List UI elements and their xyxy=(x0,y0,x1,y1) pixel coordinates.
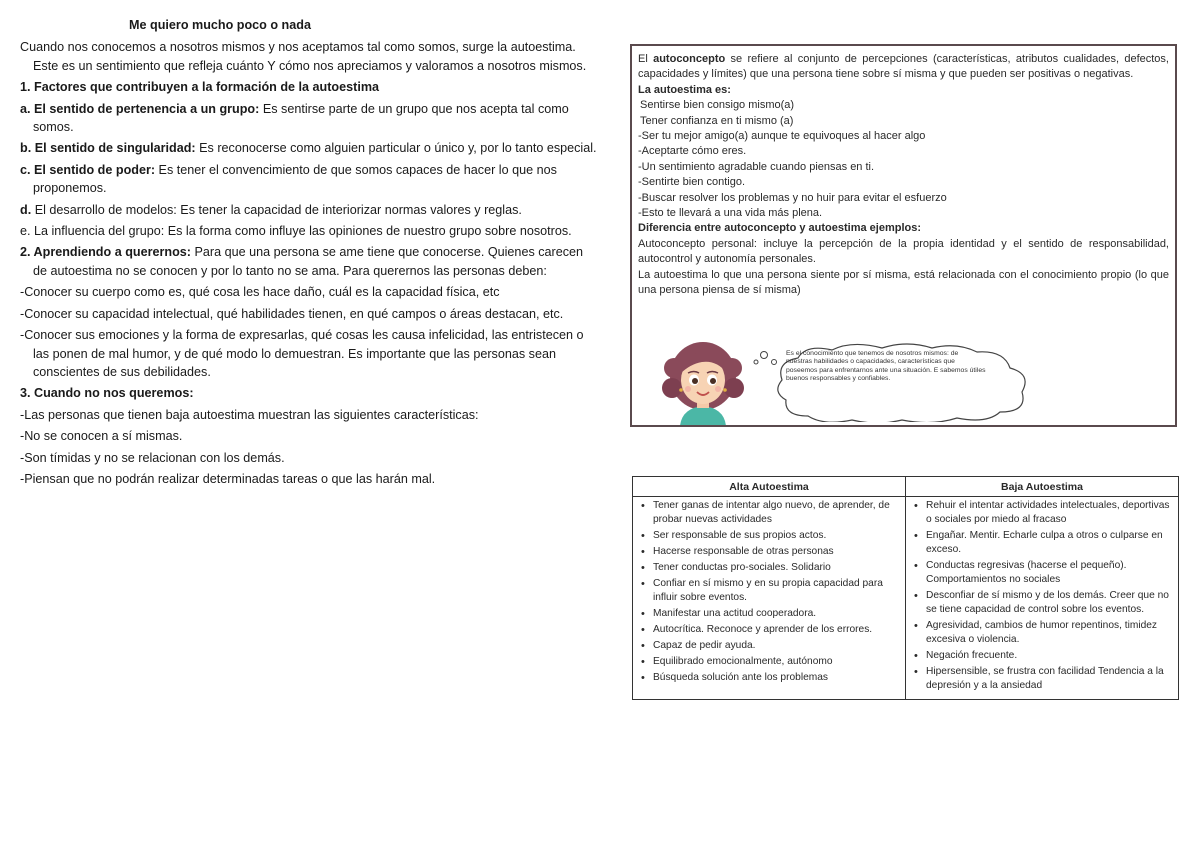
list-item: -Conocer sus emociones y la forma de expresarlas, qué cosas les causa infelicidad, las entristecen o las ponen de mal humor, y de qué modo lo demuestran. Es importante que las personas sean conscientes de sus debilidades. xyxy=(20,328,584,379)
list-item: • Rehuir el intentar actividades intelectuales, deportivas o sociales por miedo al fracaso xyxy=(912,499,1174,527)
list-item: • Ser responsable de sus propios actos. xyxy=(639,529,901,543)
autoestima-item: -Un sentimiento agradable cuando piensas en ti. xyxy=(638,160,875,173)
autoestima-item: Tener confianza en ti mismo (a) xyxy=(640,114,794,127)
list-item: • Tener conductas pro-sociales. Solidario xyxy=(639,561,901,575)
autoestima-item: -Ser tu mejor amigo(a) aunque te equivoques al hacer algo xyxy=(638,130,926,143)
list-item: • Desconfiar de sí mismo y de los demás. Creer que no se tiene capacidad de control sobre los eventos. xyxy=(912,589,1174,617)
list-item: • Autocrítica. Reconoce y aprender de los errores. xyxy=(639,623,901,637)
factor-e: e. La influencia del grupo: Es la forma como influye las opiniones de nuestro grupo sobre nosotros. xyxy=(20,224,572,239)
difference-autoconcepto: Autoconcepto personal: incluye la percepción de la propia identidad y el sentido de responsabilidad, autocontrol y autonomía personales. xyxy=(638,237,1169,266)
list-item: • Hacerse responsable de otras personas xyxy=(639,545,901,559)
left-column xyxy=(20,16,598,491)
section-2-label: 2. Aprendiendo a querernos: xyxy=(20,245,191,260)
autoestima-item: Sentirse bien consigo mismo(a) xyxy=(640,99,795,112)
factor-d-text: El desarrollo de modelos: Es tener la capacidad de interiorizar normas valores y reglas. xyxy=(31,202,522,217)
factor-c xyxy=(20,161,598,198)
factor-a-text: Es sentirse parte de un grupo que nos acepta tal como somos. xyxy=(33,101,569,135)
list-item: • Hipersensible, se frustra con facilidad Tendencia a la depresión y a la ansiedad xyxy=(912,665,1174,693)
factor-a xyxy=(20,100,598,137)
intro-paragraph: Cuando nos conocemos a nosotros mismos y nos aceptamos tal como somos, surge la autoestima. Este es un sentimiento que refleja cuánto Y cómo nos apreciamos y valoramos a nosotros mismos. xyxy=(20,40,587,73)
list-item: • Conductas regresivas (hacerse el pequeño). Comportamientos no sociales xyxy=(912,559,1174,587)
difference-autoestima: La autoestima lo que una persona siente por sí misma, está relacionada con el conocimiento propio (lo que una persona piensa de sí misma) xyxy=(638,268,1169,297)
list-item: • Confiar en sí mismo y en su propia capacidad para influir sobre eventos. xyxy=(639,577,901,605)
list-item: • Negación frecuente. xyxy=(912,649,1174,663)
baja-list xyxy=(912,499,1174,693)
list-item: -Conocer su capacidad intelectual, qué habilidades tienen, en qué campos o áreas destacan, etc. xyxy=(20,306,564,321)
header-alta-autoestima: Alta Autoestima xyxy=(633,477,906,497)
thought-cloud-text: Es el conocimiento que tenemos de nosotros mismos: de nuestras habilidades o capacidades, características que poseemos para enfrentarnos ante una situación. E sabemos útiles buenos responsables y confiables. xyxy=(786,350,986,383)
list-item: • Manifestar una actitud cooperadora. xyxy=(639,607,901,621)
autoestima-table xyxy=(632,476,1179,700)
autoconcepto-box xyxy=(630,44,1177,427)
section-heading-2 xyxy=(20,243,598,280)
autoestima-item: -Aceptarte cómo eres. xyxy=(638,145,747,158)
autoestima-item: -Sentirte bien contigo. xyxy=(638,176,746,189)
illustration-area xyxy=(646,334,1166,424)
list-item: • Capaz de pedir ayuda. xyxy=(639,639,901,653)
girl-illustration xyxy=(658,338,748,426)
factor-b-label: b. El sentido de singularidad: xyxy=(20,141,196,156)
list-item: -No se conocen a sí mismas. xyxy=(20,429,183,444)
autoestima-item: -Esto te llevará a una vida más plena. xyxy=(638,207,823,220)
document-title: Me quiero mucho poco o nada xyxy=(129,18,311,32)
autoestima-heading: La autoestima es: xyxy=(638,83,731,96)
factor-b-text: Es reconocerse como alguien particular o único y, por lo tanto especial. xyxy=(195,141,597,156)
factor-c-text: Es tener el convencimiento de que somos capaces de hacer lo que nos proponemos. xyxy=(33,162,557,196)
list-item: -Conocer su cuerpo como es, qué cosa les hace daño, cuál es la capacidad física, etc xyxy=(20,285,500,300)
alta-list xyxy=(639,499,901,685)
baja-cell xyxy=(906,497,1179,700)
list-item: • Agresividad, cambios de humor repentinos, timidez excesiva o violencia. xyxy=(912,619,1174,647)
autoconcepto-definition xyxy=(638,52,1169,83)
def-prefix: El xyxy=(638,53,654,65)
list-item: • Tener ganas de intentar algo nuevo, de aprender, de probar nuevas actividades xyxy=(639,499,901,527)
difference-heading: Diferencia entre autoconcepto y autoestima ejemplos: xyxy=(638,222,922,235)
list-item: -Son tímidas y no se relacionan con los demás. xyxy=(20,450,285,465)
header-baja-autoestima: Baja Autoestima xyxy=(906,477,1179,497)
list-item: • Engañar. Mentir. Echarle culpa a otros o culparse en exceso. xyxy=(912,529,1174,557)
list-item: -Piensan que no podrán realizar determinadas tareas o que las harán mal. xyxy=(20,471,436,486)
factor-b xyxy=(20,139,598,157)
list-item: -Las personas que tienen baja autoestima muestran las siguientes características: xyxy=(20,407,479,422)
autoestima-item: -Buscar resolver los problemas y no huir para evitar el esfuerzo xyxy=(638,191,947,204)
list-item: • Búsqueda solución ante los problemas xyxy=(639,671,901,685)
factor-c-label: c. El sentido de poder: xyxy=(20,162,156,177)
factor-d-label: d. xyxy=(20,202,32,217)
def-term: autoconcepto xyxy=(653,53,726,65)
section-2-text: Para que una persona se ame tiene que conocerse. Quienes carecen de autoestima no se conocen y por lo tanto no se ama. Para querernos las personas deben: xyxy=(33,245,584,278)
list-item: • Equilibrado emocionalmente, autónomo xyxy=(639,655,901,669)
section-heading-1: 1. Factores que contribuyen a la formación de la autoestima xyxy=(20,80,380,95)
section-heading-3: 3. Cuando no nos queremos: xyxy=(20,386,194,401)
def-text: se refiere al conjunto de percepciones (características, atributos cualidades, defectos, capacidades y límites) que una persona tiene sobre sí misma y que pueden ser positivas o negativas. xyxy=(638,53,1169,81)
table-row xyxy=(633,497,1179,700)
factor-d xyxy=(20,201,598,219)
table-header-row xyxy=(633,477,1179,497)
factor-a-label: a. El sentido de pertenencia a un grupo: xyxy=(20,101,260,116)
alta-cell xyxy=(633,497,906,700)
